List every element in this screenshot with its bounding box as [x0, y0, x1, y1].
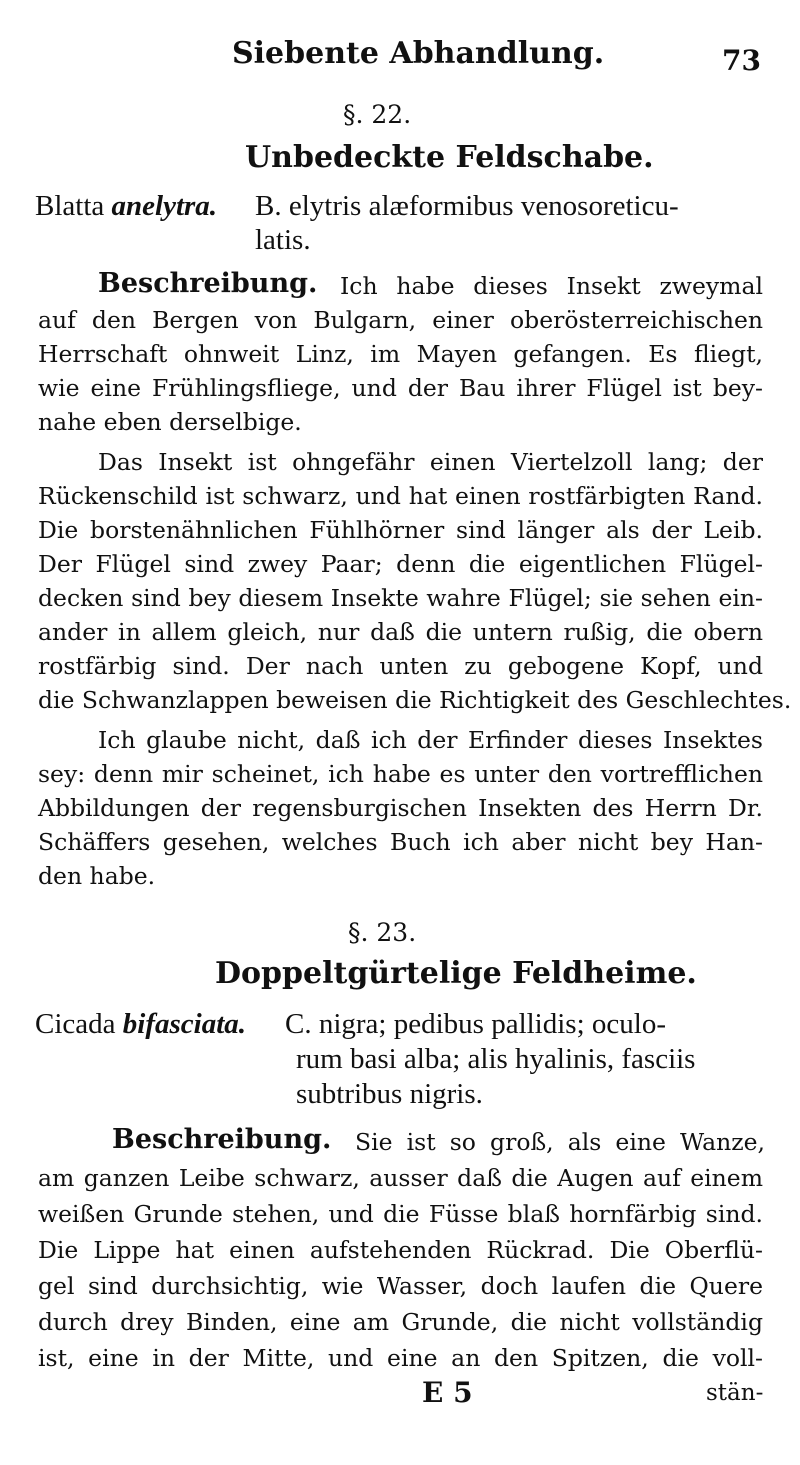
- signature-mark: E 5: [422, 1376, 473, 1409]
- text-line: Die borstenähnlichen Fühlhörner sind länger als der Leib.: [38, 516, 763, 544]
- text-line: Ich glaube nicht, daß ich der Erfinder dieses Insektes: [98, 726, 763, 754]
- text-line: Sie ist so groß, als eine Wanze,: [355, 1128, 765, 1156]
- text-line: auf den Bergen von Bulgarn, einer oberösterreichischen: [38, 306, 763, 334]
- text-line: sey: denn mir scheinet, ich habe es unter den vortrefflichen: [38, 760, 763, 788]
- text-line: decken sind bey diesem Insekte wahre Flügel; sie sehen ein-: [38, 584, 763, 612]
- description-lead: Beschreibung.: [112, 1124, 332, 1155]
- genus: Cicada: [35, 1008, 116, 1040]
- diagnosis-line: B. elytris alæformibus venosoreticu-: [255, 190, 679, 222]
- text-line: den habe.: [38, 862, 156, 890]
- diagnosis-line: rum basi alba; alis hyalinis, fasciis: [296, 1043, 696, 1075]
- page-number: 73: [722, 44, 761, 77]
- species-epithet: bifasciata.: [122, 1008, 247, 1040]
- text-line: Das Insekt ist ohngefähr einen Viertelzoll lang; der: [98, 448, 763, 476]
- text-line: ander in allem gleich, nur daß die untern rußig, die obern: [38, 618, 763, 646]
- text-line: Schäffers gesehen, welches Buch ich aber nicht bey Han-: [38, 828, 763, 856]
- section-title: Unbedeckte Feldschabe.: [245, 140, 654, 175]
- species-name: [35, 1008, 246, 1041]
- section-title: Doppeltgürtelige Feldheime.: [215, 956, 697, 991]
- species-name: [35, 190, 217, 223]
- text-line: weißen Grunde stehen, und die Füsse blaß hornfärbig sind.: [38, 1200, 763, 1228]
- text-line: Herrschaft ohnweit Linz, im Mayen gefangen. Es fliegt,: [38, 340, 763, 368]
- text-line: ist, eine in der Mitte, und eine an den Spitzen, die voll-: [38, 1344, 763, 1372]
- running-title: Siebente Abhandlung.: [232, 36, 605, 71]
- text-line: durch drey Binden, eine am Grunde, die nicht vollständig: [38, 1308, 763, 1336]
- diagnosis-line: latis.: [255, 224, 311, 256]
- text-line: gel sind durchsichtig, wie Wasser, doch laufen die Quere: [38, 1272, 763, 1300]
- description-lead: Beschreibung.: [98, 268, 318, 299]
- genus: Blatta: [35, 190, 105, 222]
- text-line: Ich habe dieses Insekt zweymal: [340, 272, 763, 300]
- diagnosis-line: C. nigra; pedibus pallidis; oculo-: [285, 1008, 666, 1040]
- text-line: Die Lippe hat einen aufstehenden Rückrad. Die Oberflü-: [38, 1236, 763, 1264]
- section-number: §. 22.: [343, 100, 412, 129]
- text-line: die Schwanzlappen beweisen die Richtigkeit des Geschlechtes.: [38, 686, 792, 714]
- catchword: stän-: [706, 1380, 764, 1406]
- text-line: Der Flügel sind zwey Paar; denn die eigentlichen Flügel-: [38, 550, 763, 578]
- text-line: Abbildungen der regensburgischen Insekten des Herrn Dr.: [38, 794, 763, 822]
- text-line: rostfärbig sind. Der nach unten zu gebogene Kopf, und: [38, 652, 763, 680]
- text-line: Rückenschild ist schwarz, und hat einen rostfärbigten Rand.: [38, 482, 763, 510]
- text-line: nahe eben derselbige.: [38, 408, 302, 436]
- species-epithet: anelytra.: [111, 190, 218, 222]
- section-number: §. 23.: [348, 918, 417, 947]
- text-line: am ganzen Leibe schwarz, ausser daß die Augen auf einem: [38, 1164, 763, 1192]
- text-line: wie eine Frühlingsfliege, und der Bau ihrer Flügel ist bey-: [38, 374, 763, 402]
- diagnosis-line: subtribus nigris.: [296, 1078, 483, 1110]
